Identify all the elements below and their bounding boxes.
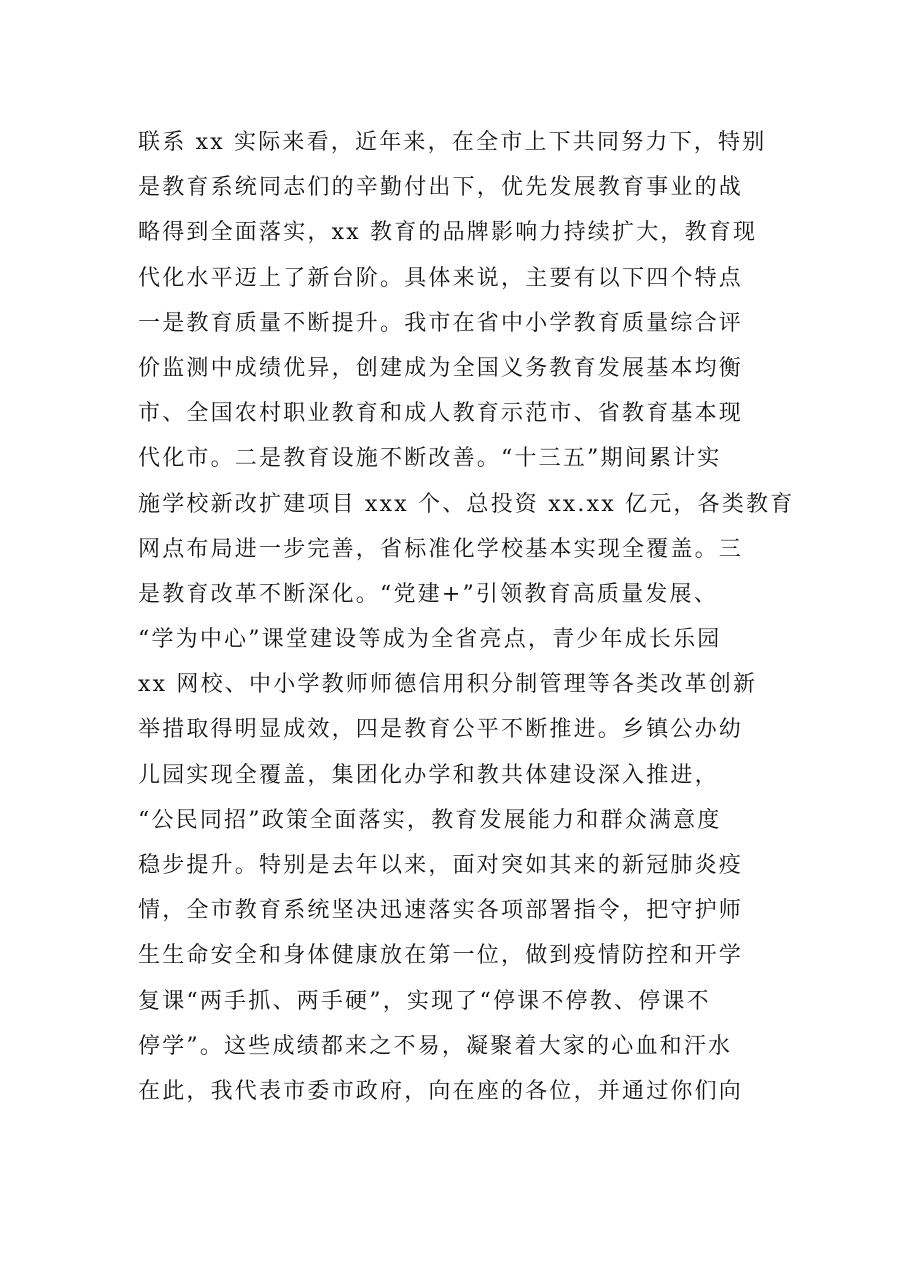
text-line: 略得到全面落实，xx 教育的品牌影响力持续扩大，教育现 — [138, 220, 758, 246]
text-line: 生生命安全和身体健康放在第一位，做到疫情防控和开学 — [138, 943, 744, 969]
text-line: 代化市。二是教育设施不断改善。“十三五”期间累计实 — [138, 446, 722, 472]
text-line: 一是教育质量不断提升。我市在省中小学教育质量综合评 — [138, 310, 744, 336]
text-line: 代化水平迈上了新台阶。具体来说，主要有以下四个特点 — [138, 265, 744, 291]
text-line: 复课“两手抓、两手硬”，实现了“停课不停教、停课不 — [138, 988, 711, 1014]
text-line: 稳步提升。特别是去年以来，面对突如其来的新冠肺炎疫 — [138, 853, 744, 878]
text-line: 施学校新改扩建项目 xxx 个、总投资 xx.xx 亿元，各类教育 — [138, 491, 795, 517]
text-line: 市、全国农村职业教育和成人教育示范市、省教育基本现 — [138, 401, 744, 427]
body-text — [138, 120, 795, 1114]
text-line: xx 网校、中小学教师师德信用积分制管理等各类改革创新 — [138, 672, 758, 698]
text-line: 情，全市教育系统坚决迅速落实各项部署指令，把守护师 — [138, 898, 744, 924]
text-line: 举措取得明显成效，四是教育公平不断推进。乡镇公办幼 — [138, 717, 744, 743]
text-line: 在此，我代表市委市政府，向在座的各位，并通过你们向 — [138, 1078, 744, 1104]
text-line: 联系 xx 实际来看，近年来，在全市上下共同努力下，特别 — [138, 130, 767, 155]
text-line: 是教育系统同志们的辛勤付出下，优先发展教育事业的战 — [138, 175, 744, 201]
text-line: 网点布局进一步完善，省标准化学校基本实现全覆盖。三 — [138, 536, 744, 562]
text-line: “学为中心”课堂建设等成为全省亮点，青少年成长乐园 — [138, 627, 722, 653]
text-line: “公民同招”政策全面落实，教育发展能力和群众满意度 — [138, 807, 722, 833]
text-line: 是教育改革不断深化。“党建+”引领教育高质量发展、 — [138, 581, 718, 607]
text-line: 停学”。这些成绩都来之不易，凝聚着大家的心血和汗水 — [138, 1033, 733, 1059]
text-line: 儿园实现全覆盖，集团化办学和教共体建设深入推进， — [138, 762, 719, 788]
text-line: 价监测中成绩优异，创建成为全国义务教育发展基本均衡 — [138, 355, 744, 381]
